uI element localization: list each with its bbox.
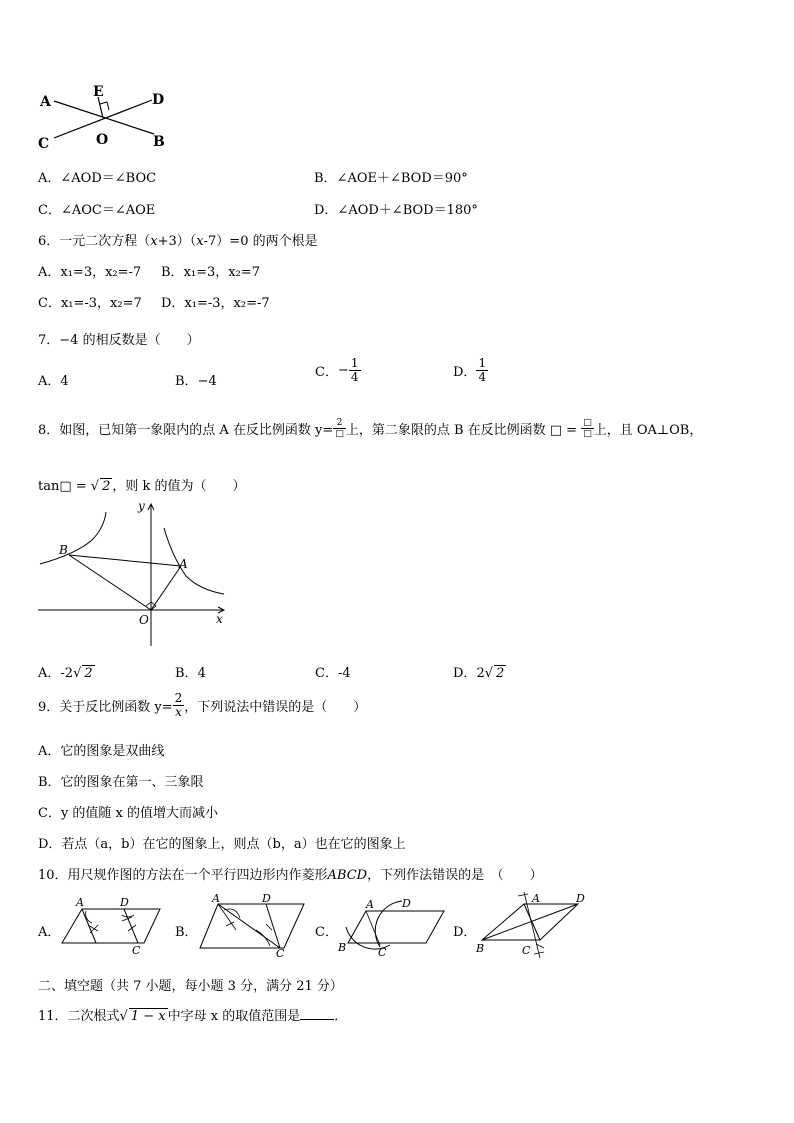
fig5-label-c: C bbox=[38, 136, 50, 152]
q6-option-b[interactable] bbox=[161, 261, 260, 280]
fig8-label-x: x bbox=[216, 612, 223, 626]
fig5-label-d: D bbox=[152, 92, 165, 108]
q11-stem-part: 11．二次根式 bbox=[38, 1009, 120, 1024]
option-letter: C． bbox=[38, 296, 61, 311]
q10-figure-d bbox=[474, 888, 592, 962]
denominator: x bbox=[175, 705, 182, 719]
q9-stem-part: 9．关于反比例函数 y= bbox=[38, 700, 173, 715]
option-text: x₁=3，x₂=7 bbox=[183, 265, 260, 280]
q10-option-d[interactable]: D． bbox=[453, 925, 477, 940]
option-letter: A． bbox=[38, 666, 61, 681]
q8-option-c[interactable] bbox=[315, 662, 351, 681]
q10a-label-c: C bbox=[132, 944, 141, 955]
option-text: −4 bbox=[197, 374, 217, 389]
sqrt-icon: √ bbox=[484, 666, 494, 681]
q6-option-c[interactable] bbox=[38, 292, 142, 311]
q10b-label-c: C bbox=[276, 947, 285, 958]
numerator: 1 bbox=[350, 356, 359, 370]
radicand: 1 − x bbox=[130, 1009, 166, 1024]
fig5-label-e: E bbox=[93, 84, 104, 100]
q8-option-d[interactable] bbox=[453, 662, 506, 681]
option-letter: A． bbox=[38, 374, 61, 389]
q10-option-b[interactable]: B． bbox=[175, 925, 198, 940]
q8-stem-part: 8．如图，已知第一象限内的点 A 在反比例函数 y= bbox=[38, 423, 334, 438]
option-letter: A． bbox=[38, 265, 61, 280]
q8-stem bbox=[38, 418, 702, 439]
q10-figure-b bbox=[196, 890, 308, 958]
option-text: ∠AOE＋∠BOD＝90° bbox=[336, 171, 468, 186]
option-text: 2 bbox=[476, 666, 485, 681]
angle-figure bbox=[36, 82, 176, 154]
hyperbola-figure bbox=[36, 496, 232, 648]
fraction bbox=[476, 357, 488, 384]
q10d-label-b: B bbox=[476, 942, 485, 955]
q10b-label-d: D bbox=[262, 892, 271, 905]
option-letter: B． bbox=[161, 265, 184, 280]
option-letter: D． bbox=[161, 296, 185, 311]
fraction bbox=[581, 418, 594, 439]
q10c-label-d: D bbox=[402, 897, 411, 910]
option-letter: C． bbox=[315, 365, 338, 380]
q8-option-b[interactable] bbox=[175, 662, 206, 681]
denominator: □ bbox=[583, 429, 592, 439]
q10b-label-a: A bbox=[212, 892, 220, 905]
q9-option-d[interactable]: D．若点（a，b）在它的图象上，则点（b，a）也在它的图象上 bbox=[38, 837, 406, 852]
fraction bbox=[173, 692, 185, 719]
q9-stem bbox=[38, 692, 366, 719]
option-text: 4 bbox=[197, 666, 206, 681]
fig8-label-y: y bbox=[138, 499, 145, 513]
q6-option-a[interactable] bbox=[38, 261, 141, 280]
option-letter: B． bbox=[175, 374, 198, 389]
q8-stem-part: ，则 k 的值为（ ） bbox=[112, 479, 246, 494]
q9-option-a[interactable]: A．它的图象是双曲线 bbox=[38, 744, 165, 759]
numerator: 2 bbox=[174, 691, 183, 705]
radicand: 2 bbox=[102, 479, 111, 494]
option-text: ∠AOD＝∠BOC bbox=[60, 171, 157, 186]
q6-option-d[interactable] bbox=[161, 292, 270, 311]
q5-option-d[interactable] bbox=[314, 199, 478, 218]
sqrt-icon: √ bbox=[73, 666, 82, 681]
option-letter: D． bbox=[453, 365, 477, 380]
fig5-label-o: O bbox=[96, 132, 109, 148]
radicand: 2 bbox=[496, 666, 505, 681]
q7-option-c[interactable] bbox=[315, 357, 361, 384]
option-letter: D． bbox=[453, 666, 477, 681]
fig5-label-a: A bbox=[40, 94, 51, 110]
sqrt-icon: √ bbox=[119, 1009, 128, 1024]
option-text: ∠AOC＝∠AOE bbox=[60, 203, 156, 218]
q11-stem bbox=[38, 1005, 347, 1024]
q11-stem-part: 中字母 x 的取值范围是 bbox=[167, 1009, 301, 1024]
q5-option-a[interactable] bbox=[38, 167, 156, 186]
q10-abcd: ABCD bbox=[327, 868, 368, 883]
fig8-label-a: A bbox=[179, 557, 188, 571]
q10-option-c[interactable]: C． bbox=[315, 925, 338, 940]
option-letter: D． bbox=[314, 203, 338, 218]
q10c-label-a: A bbox=[366, 898, 374, 911]
q6-stem-part: -7）=0 的两个根是 bbox=[203, 234, 318, 249]
option-letter: B． bbox=[314, 171, 337, 186]
q8-stem-line2 bbox=[38, 475, 246, 494]
q10d-label-c: C bbox=[522, 944, 531, 957]
q6-var: x bbox=[150, 234, 158, 249]
numerator: 2 bbox=[333, 418, 346, 429]
q10c-label-c: C bbox=[378, 946, 387, 959]
q10a-label-d: D bbox=[120, 896, 129, 909]
q7-option-d[interactable] bbox=[453, 357, 488, 384]
q10c-label-b: B bbox=[338, 941, 347, 954]
option-text: ∠AOD＋∠BOD＝180° bbox=[337, 203, 478, 218]
fig8-label-b: B bbox=[59, 543, 68, 557]
q6-stem-part: +3）（ bbox=[157, 234, 197, 249]
q9-option-b[interactable]: B．它的图象在第一、三象限 bbox=[38, 775, 204, 790]
q5-option-c[interactable] bbox=[38, 199, 155, 218]
q10-option-a[interactable]: A． bbox=[38, 925, 61, 940]
q10-figure-c bbox=[336, 893, 448, 959]
fraction bbox=[333, 418, 346, 439]
q8-option-a[interactable] bbox=[38, 662, 95, 681]
q9-option-c[interactable]: C．y 的值随 x 的值增大而减小 bbox=[38, 806, 219, 821]
denominator: □ bbox=[335, 429, 344, 439]
q9-stem-part: ，下列说法中错误的是（ ） bbox=[184, 700, 367, 715]
q10d-label-a: A bbox=[532, 892, 540, 905]
q6-stem bbox=[38, 230, 318, 249]
option-text: x₁=3，x₂=-7 bbox=[60, 265, 142, 280]
numerator: 1 bbox=[478, 356, 487, 370]
sqrt-icon: √ bbox=[90, 479, 100, 494]
q11-stem-part: ． bbox=[334, 1009, 348, 1024]
option-text: x₁=-3，x₂=7 bbox=[60, 296, 142, 311]
option-text: x₁=-3，x₂=-7 bbox=[184, 296, 270, 311]
numerator: □ bbox=[583, 418, 592, 428]
q5-option-b[interactable] bbox=[314, 167, 468, 186]
option-letter: B． bbox=[175, 666, 198, 681]
q10-stem bbox=[38, 864, 543, 883]
option-text: -2 bbox=[60, 666, 74, 681]
q10-stem-part: ，下列作法错误的是 （ ） bbox=[367, 868, 543, 883]
option-letter: C． bbox=[38, 203, 61, 218]
option-text: -4 bbox=[337, 666, 351, 681]
q8-stem-part: 上，第二象限的点 B 在反比例函数 □ = bbox=[345, 423, 582, 438]
q8-stem-part: 上，且 OA⊥OB， bbox=[593, 423, 703, 438]
q7-stem: 7．−4 的相反数是（ ） bbox=[38, 333, 200, 348]
fig5-label-b: B bbox=[153, 134, 165, 150]
q6-stem-part: 6．一元二次方程（ bbox=[38, 234, 151, 249]
q10d-label-d: D bbox=[576, 892, 585, 905]
option-letter: C． bbox=[315, 666, 338, 681]
minus-sign: − bbox=[337, 363, 349, 378]
denominator: 4 bbox=[478, 370, 487, 384]
q10-stem-part: 10．用尺规作图的方法在一个平行四边形内作菱形 bbox=[38, 868, 328, 883]
option-letter: A． bbox=[38, 171, 61, 186]
q8-stem-part: tan□ = bbox=[38, 479, 91, 494]
radicand: 2 bbox=[84, 666, 93, 681]
fraction bbox=[349, 357, 361, 384]
answer-blank[interactable] bbox=[300, 1007, 334, 1020]
q7-option-b[interactable] bbox=[175, 370, 217, 389]
fig8-label-o: O bbox=[139, 613, 149, 627]
q10-figure-a bbox=[58, 893, 164, 955]
option-text: 4 bbox=[60, 374, 69, 389]
denominator: 4 bbox=[350, 370, 359, 384]
section-title: 二、填空题（共 7 小题，每小题 3 分，满分 21 分） bbox=[38, 979, 343, 994]
q7-option-a[interactable] bbox=[38, 370, 69, 389]
q6-var: x bbox=[196, 234, 204, 249]
q10a-label-a: A bbox=[76, 896, 84, 909]
